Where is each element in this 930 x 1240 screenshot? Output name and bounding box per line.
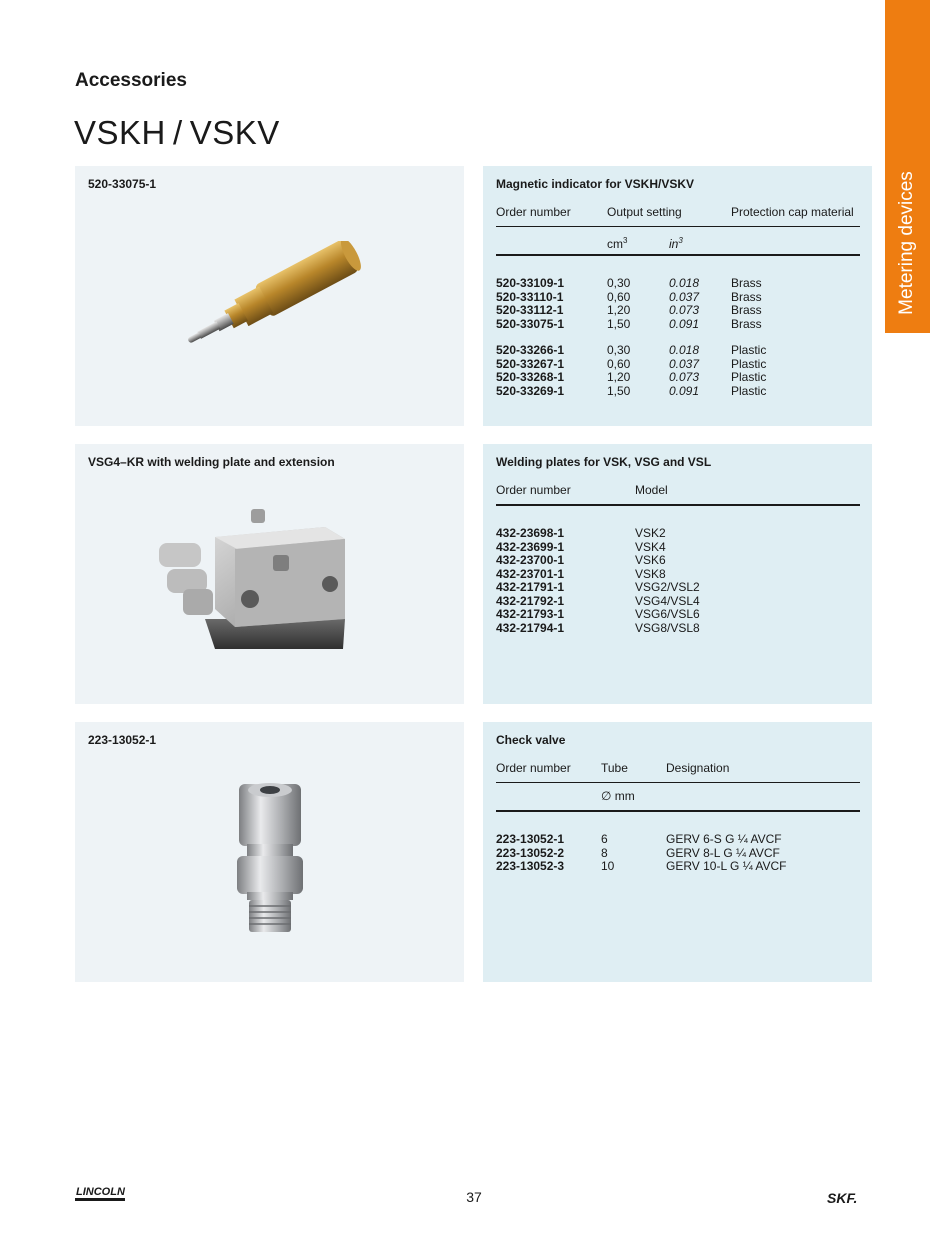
table-row: 432-23700-1 VSK6 xyxy=(496,553,666,567)
table-row: 432-23701-1 VSK8 xyxy=(496,566,666,581)
table-row: 223-13052-3 10 GERV 10-L G ¼ AVCF xyxy=(496,859,787,873)
section-side-tab xyxy=(885,0,930,333)
header-designation: Designation xyxy=(666,761,730,775)
svg-text:SKF.: SKF. xyxy=(827,1190,858,1206)
table-row: 432-21793-1 VSG6/VSL6 xyxy=(496,607,700,621)
image-caption: 520-33075-1 xyxy=(88,177,157,191)
magnetic-rows-group-brass xyxy=(496,277,859,331)
header-order-number: Order number xyxy=(496,483,571,497)
table-row: 520-33268-1 1,20 0.073 Plastic xyxy=(496,370,767,384)
table-row: 520-33112-1 1,20 0.073 Brass xyxy=(496,303,762,317)
table-row: 432-21791-1 VSG2/VSL2 xyxy=(496,580,700,594)
table-row: 223-13052-2 8 GERV 8-L G ¼ AVCF xyxy=(496,845,780,860)
image-panel-magnetic-indicator xyxy=(75,166,464,426)
unit-in3: $in^3$ xyxy=(669,236,683,251)
metering-block-with-welding-plate-image xyxy=(155,509,350,654)
image-caption: 223-13052-1 xyxy=(88,733,157,747)
table-row: 223-13052-1 6 GERV 6-S G ¼ AVCF xyxy=(496,832,782,846)
header-tube: Tube xyxy=(601,761,628,775)
image-panel-check-valve xyxy=(75,722,464,982)
svg-text:LINCOLN: LINCOLN xyxy=(76,1186,125,1198)
header-output-setting: Output setting xyxy=(607,205,682,219)
table-row: 520-33110-1 0,60 0.037 Brass xyxy=(496,289,762,304)
table-row: 520-33267-1 0,60 0.037 Plastic xyxy=(496,356,767,371)
check-valve-rows xyxy=(496,833,859,874)
table-row: 432-23698-1 VSK2 xyxy=(496,526,666,540)
table-title: Welding plates for VSK, VSG and VSL xyxy=(496,455,712,469)
page-number: 37 xyxy=(466,1189,482,1205)
table-row: 520-33266-1 0,30 0.018 Plastic xyxy=(496,343,767,357)
table-title: Check valve xyxy=(496,733,566,747)
units-row xyxy=(496,783,859,810)
magnetic-indicator-table-panel xyxy=(483,166,872,426)
check-valve-table-panel xyxy=(483,722,872,982)
unit-cm3: $cm^3$ xyxy=(607,236,628,251)
page-title: VSKH / VSKV xyxy=(74,114,280,151)
header-order-number: Order number xyxy=(496,205,571,219)
unit-diameter-mm: ∅ mm xyxy=(601,789,635,803)
check-valve-fitting-image xyxy=(233,780,308,935)
table-row: 432-23699-1 VSK4 xyxy=(496,539,666,554)
table-row: 520-33075-1 1,50 0.091 Brass xyxy=(496,316,762,331)
section-label: Accessories xyxy=(75,70,187,91)
header-model: Model xyxy=(635,483,668,497)
skf-logo xyxy=(826,1190,876,1206)
table-row: 432-21794-1 VSG8/VSL8 xyxy=(496,620,700,635)
side-tab-label: Metering devices xyxy=(896,171,917,315)
table-row: 520-33269-1 1,50 0.091 Plastic xyxy=(496,383,767,398)
table-title: Magnetic indicator for VSKH/VSKV xyxy=(496,177,695,191)
brass-magnetic-indicator-image xyxy=(171,241,371,351)
header-order-number: Order number xyxy=(496,761,571,775)
table-row: 432-21792-1 VSG4/VSL4 xyxy=(496,593,700,608)
table-header-row xyxy=(496,477,859,504)
table-row: 520-33109-1 0,30 0.018 Brass xyxy=(496,276,762,290)
welding-plates-table-panel xyxy=(483,444,872,704)
welding-rows xyxy=(496,527,859,635)
table-header-row xyxy=(496,755,859,782)
header-protection-cap: Protection cap material xyxy=(731,205,854,219)
table-header-row xyxy=(496,199,859,226)
image-panel-welding-plate xyxy=(75,444,464,704)
units-row xyxy=(496,227,859,254)
image-caption: VSG4–KR with welding plate and extension xyxy=(88,455,335,469)
magnetic-rows-group-plastic xyxy=(496,344,859,398)
